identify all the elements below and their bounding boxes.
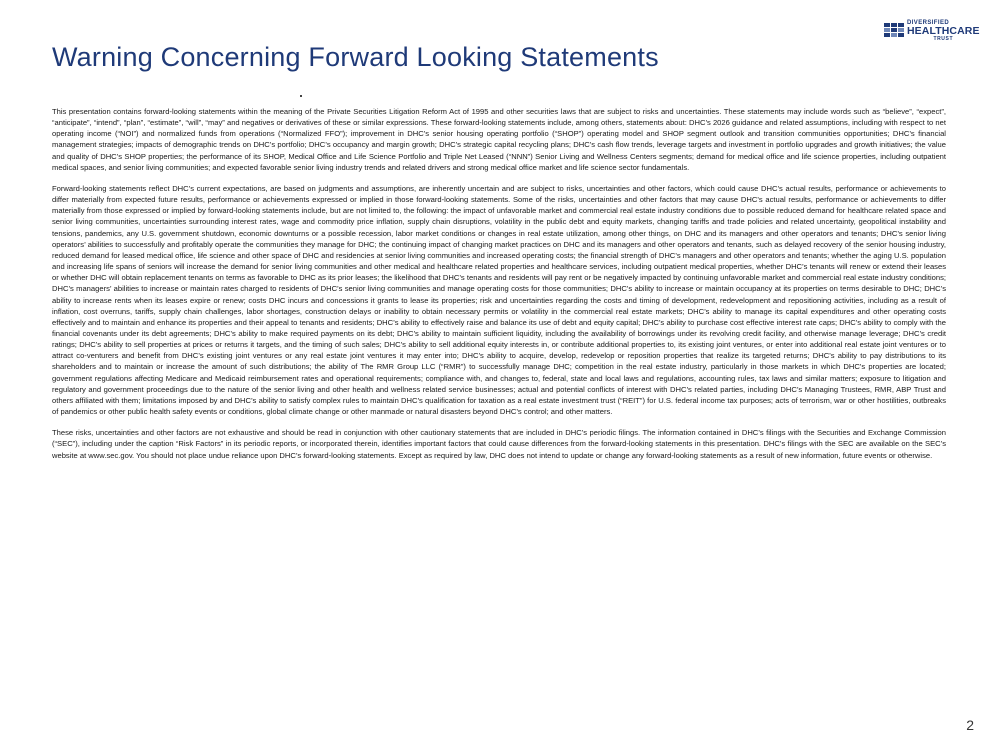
logo-wordmark [907,20,980,42]
logo-mark-icon [884,23,904,39]
disclaimer-paragraph-2: Forward-looking statements reflect DHC’s current expectations, are based on judgments and assumptions, are inherently uncertain and are subject to risks, uncertainties and other factors, which could cause DHC’s actual results, performance or achievements to differ materially from expected future results, performance or achievements expressed or implied in those forward-looking statements. Some of the risks, uncertainties and other factors that may cause DHC’s actual results, performance or achievements to differ materially from those expressed or implied by forward-looking statements include, but are not limited to, the following: the impact of unfavorable market and commercial real estate industry conditions due to possible reduced demand for healthcare related space and senior living communities, uncertainties surrounding interest rates, wage and commodity price inflation, supply chain disruptions, volatility in the public debt and equity markets, changing tariffs and trade policies and related uncertainty, geopolitical instability and tensions, pandemics, any U.S. government shutdown, economic downturns or a possible recession, labor market conditions or changes in real estate utilization, among other things, on DHC and its managers and other operators and tenants; DHC’s senior living operators’ abilities to successfully and profitably operate the communities they manage for DHC; the continuing impact of changing market practices on DHC and its managers and other operators and tenants, such as delayed recovery of the senior housing industry, reduced demand for leased medical office, life science and other space of DHC and residencies at senior living communities and increased operating costs; the financial strength of DHC’s managers and other operators and tenants; whether the aging U.S. population and increasing life spans of seniors will increase the demand for senior living communities and other medical and healthcare related properties and healthcare services, including outpatient medical properties, whether DHC’s tenants will renew or extend their leases or whether DHC will obtain replacement tenants on terms as favorable to DHC as its prior leases; the likelihood that DHC’s tenants and residents will pay rent or be negatively impacted by continuing unfavorable market and commercial real estate industry conditions; DHC’s managers’ abilities to increase or maintain rates charged to residents of DHC’s senior living communities and manage operating costs for those communities; DHC’s ability to increase or maintain occupancy at its properties on terms desirable to DHC; DHC’s ability to increase rents when its leases expire or renew; costs DHC incurs and concessions it grants to lease its properties; risk and uncertainties regarding the costs and timing of development, redevelopment and repositioning activities, including as a result of inflation, cost overruns, tariffs, supply chain challenges, labor shortages, construction delays or inability to obtain necessary permits or volatility in the commercial real estate markets; DHC’s ability to manage its capital expenditures and other operating costs effectively and to maintain and enhance its properties and their appeal to tenants and residents; DHC’s ability to effectively raise and balance its use of debt and equity capital; DHC’s ability to purchase cost effective interest rate caps; DHC’s ability to comply with the financial covenants under its debt agreements; DHC’s ability to make required payments on its debt; DHC’s ability to maintain sufficient liquidity, including the availability of borrowings under its revolving credit facility, and otherwise manage leverage; DHC’s credit ratings; DHC’s ability to sell properties at prices or returns it targets, and the timing of such sales; DHC’s ability to sell additional equity interests in, or contribute additional properties to, its existing joint ventures, or enter into additional real estate joint ventures or to attract co-venturers and benefit from DHC’s existing joint ventures or any real estate joint ventures it may enter into; DHC’s ability to acquire, develop, redevelop or reposition properties that realize its targeted returns; DHC’s ability to pay distributions to its shareholders and to maintain or increase the amount of such distributions; the ability of The RMR Group LLC (“RMR”) to successfully manage DHC; competition in the real estate industry, particularly in those markets in which DHC’s properties are located; government regulations affecting Medicare and Medicaid reimbursement rates and operational requirements; compliance with, and changes to, federal, state and local laws and regulations, accounting rules, tax laws and similar matters; exposure to litigation and regulatory and government proceedings due to the nature of the senior living and other health and wellness related service businesses; actual and potential conflicts of interest with DHC’s related parties, including DHC’s Managing Trustees, RMR, ABP Trust and others affiliated with them; limitations imposed by and DHC’s ability to satisfy complex rules to maintain DHC’s qualification for taxation as a real estate investment trust (“REIT”) for U.S. federal income tax purposes; acts of terrorism, war or other hostilities, outbreaks of pandemics or other public health safety events or conditions, global climate change or other manmade or natural disasters beyond DHC’s control; and other matters. [52,183,946,417]
company-logo [884,20,980,42]
page-title: Warning Concerning Forward Looking Statements [52,42,659,72]
logo-line-3: TRUST [933,35,954,42]
logo-line-2: HEALTHCARE [907,25,980,37]
decorative-dot [300,95,302,97]
logo-line-1: DIVERSIFIED [907,20,950,26]
disclaimer-paragraph-3: These risks, uncertainties and other factors are not exhaustive and should be read in conjunction with other cautionary statements that are included in DHC’s periodic filings. The information contained in DHC’s filings with the Securities and Exchange Commission (“SEC”), including under the caption “Risk Factors” in its periodic reports, or incorporated therein, identifies important factors that could cause differences from the forward-looking statements in this presentation. DHC’s filings with the SEC are available on the SEC’s website at www.sec.gov. You should not place undue reliance upon DHC’s forward-looking statements. Except as required by law, DHC does not intend to update or change any forward-looking statements as a result of new information, future events or otherwise. [52,428,946,460]
disclaimer-body [52,106,946,471]
disclaimer-paragraph-1: This presentation contains forward-looking statements within the meaning of the Private Securities Litigation Reform Act of 1995 and other securities laws that are subject to risks and uncertainties. These statements may include words such as “believe”, “expect”, “anticipate”, “intend”, “plan”, “estimate”, “will”, “may” and negatives or derivatives of these or similar expressions. These forward-looking statements include, among others, statements about: DHC’s 2026 guidance and related assumptions, including with respect to net operating income (“NOI”) and normalized funds from operations (“Normalized FFO”); improvement in DHC’s senior housing operating portfolio (“SHOP”) operating model and SHOP segment outlook and transition communities opportunities; DHC’s financial management strategies; impacts of demographic trends on DHC’s portfolio; DHC’s occupancy and margin growth; DHC’s strategic capital recycling plans; DHC’s cash flow trends, leverage targets and investment in portfolio upgrades and growth initiatives; the value and quality of DHC’s SHOP properties; the performance of its SHOP, Medical Office and Life Science Portfolio and Triple Net Leased (“NNN”) Senior Living and Wellness Centers segments; demand for medical office and life science properties, including outpatient medical spaces, and senior living communities; and expected favorable senior living industry trends and related drivers and strong medical office market and life science sector fundamentals. [52,107,946,172]
page-number: 2 [966,717,974,733]
